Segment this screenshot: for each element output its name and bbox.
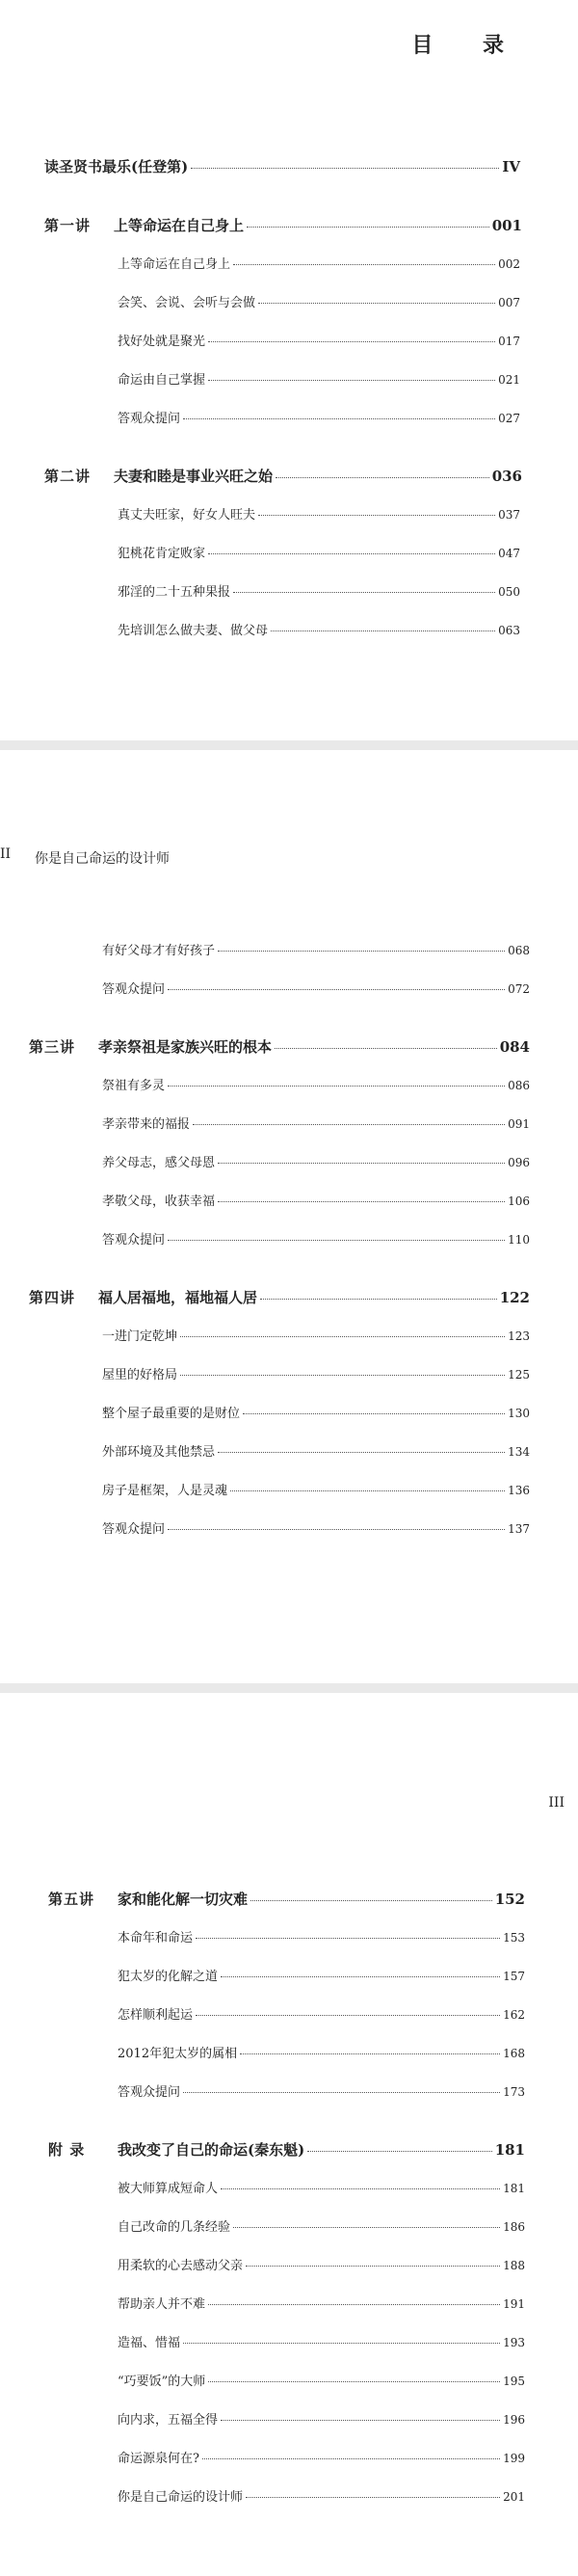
section-label: 孝敬父母，收获幸福 <box>102 1194 216 1209</box>
section-label: 向内求，五福全得 <box>118 2413 219 2428</box>
section-page: 162 <box>503 2008 525 2022</box>
section-entry[interactable] <box>118 2004 525 2023</box>
chapter-number: 附 录 <box>48 2141 86 2159</box>
section-entry[interactable] <box>102 979 530 997</box>
chapter-page: 181 <box>494 2141 525 2159</box>
dot-leader <box>221 1976 500 1977</box>
section-page: 195 <box>503 2375 525 2388</box>
section-label: 祭祖有多灵 <box>102 1079 166 1093</box>
section-entry[interactable] <box>118 2371 525 2389</box>
chapter-3-entry[interactable] <box>29 1036 530 1057</box>
chapter-title: 家和能化解一切灾难 <box>118 1891 249 1908</box>
section-label: 用柔软的心去感动父亲 <box>118 2259 244 2273</box>
chapter-title: 我改变了自己的命运(秦东魁) <box>118 2141 305 2159</box>
dot-leader <box>276 477 489 478</box>
section-label: 犯太岁的化解之道 <box>118 1970 219 1984</box>
dot-leader <box>240 2053 500 2054</box>
section-label: 会笑、会说、会听与会做 <box>118 296 256 310</box>
section-page: 136 <box>508 1484 530 1497</box>
section-page: 096 <box>508 1156 530 1169</box>
dot-leader <box>168 989 505 990</box>
section-page: 091 <box>508 1117 530 1131</box>
section-label: 邪淫的二十五种果报 <box>118 585 231 600</box>
section-label: 答观众提问 <box>102 1233 166 1248</box>
section-label: 一进门定乾坤 <box>102 1329 178 1344</box>
dot-leader <box>183 2343 500 2344</box>
section-entry[interactable] <box>102 1152 530 1170</box>
section-entry[interactable] <box>102 1480 530 1498</box>
section-page: 153 <box>503 1931 525 1945</box>
section-entry[interactable] <box>118 254 520 272</box>
section-page: 196 <box>503 2413 525 2427</box>
section-label: 屋里的好格局 <box>102 1368 178 1382</box>
section-label: 命运由自己掌握 <box>118 373 206 388</box>
section-page: 157 <box>503 1970 525 1983</box>
section-label: 孝亲带来的福报 <box>102 1117 191 1132</box>
dot-leader <box>208 380 495 381</box>
section-label: 答观众提问 <box>118 412 181 426</box>
preface-label: 读圣贤书最乐(任登第) <box>44 158 189 175</box>
section-page: 201 <box>503 2490 525 2504</box>
section-label: 答观众提问 <box>102 1522 166 1537</box>
section-page: 021 <box>498 373 520 387</box>
section-entry[interactable] <box>102 1441 530 1460</box>
section-page: 002 <box>498 257 520 271</box>
section-page: 106 <box>508 1194 530 1208</box>
dot-leader <box>168 1086 505 1087</box>
chapter-title: 孝亲祭祖是家族兴旺的根本 <box>98 1038 273 1056</box>
section-entry[interactable] <box>118 543 520 561</box>
section-label: 帮助亲人并不难 <box>118 2297 206 2312</box>
section-page: 130 <box>508 1407 530 1420</box>
dot-leader <box>258 303 495 304</box>
chapter-1-entry[interactable] <box>44 215 522 235</box>
chapter-title: 上等命运在自己身上 <box>114 217 245 234</box>
chapter-page: 036 <box>491 468 522 485</box>
chapter-2-entry[interactable] <box>44 466 522 486</box>
section-entry[interactable] <box>118 2081 525 2100</box>
chapter-number: 第五讲 <box>48 1891 95 1908</box>
section-page: 193 <box>503 2336 525 2349</box>
section-page: 137 <box>508 1522 530 1536</box>
section-page: 181 <box>503 2182 525 2195</box>
section-label: 房子是框架，人是灵魂 <box>102 1484 228 1498</box>
dot-leader <box>208 341 495 342</box>
section-label: 自己改命的几条经验 <box>118 2220 231 2235</box>
section-entry[interactable] <box>118 620 520 638</box>
dot-leader <box>246 2266 500 2267</box>
chapter-number: 第一讲 <box>44 217 92 234</box>
chapter-number: 第四讲 <box>29 1289 76 1306</box>
section-page: 191 <box>503 2297 525 2311</box>
section-page: 007 <box>498 296 520 309</box>
section-entry[interactable] <box>118 581 520 600</box>
section-entry[interactable] <box>118 2486 525 2505</box>
chapter-page: 122 <box>499 1289 530 1306</box>
chapter-page: 001 <box>491 217 522 234</box>
toc-page-2 <box>0 750 578 1683</box>
section-label: 你是自己命运的设计师 <box>118 2490 244 2505</box>
dot-leader <box>208 2304 500 2305</box>
section-entry[interactable] <box>118 2255 525 2273</box>
section-label: 外部环境及其他禁忌 <box>102 1445 216 1460</box>
section-entry[interactable] <box>102 1114 530 1132</box>
section-entry[interactable] <box>118 1927 525 1945</box>
section-label: 造福、惜福 <box>118 2336 181 2350</box>
chapter-title: 夫妻和睦是事业兴旺之始 <box>114 468 274 485</box>
section-label: 2012年犯太岁的属相 <box>118 2047 238 2061</box>
section-page: 123 <box>508 1329 530 1343</box>
dot-leader <box>208 2381 500 2382</box>
dot-leader <box>191 168 499 169</box>
section-page: 047 <box>498 547 520 560</box>
dot-leader <box>196 1938 500 1939</box>
dot-leader <box>258 515 495 516</box>
chapter-5-entry[interactable] <box>48 1889 525 1909</box>
dot-leader <box>183 2092 500 2093</box>
dot-leader <box>221 2188 500 2189</box>
section-label: 先培训怎么做夫妻、做父母 <box>118 624 269 638</box>
section-entry[interactable] <box>118 2332 525 2350</box>
section-entry[interactable] <box>102 1518 530 1537</box>
section-entry[interactable] <box>102 1364 530 1382</box>
section-label: “巧要饭”的大师 <box>118 2375 206 2389</box>
chapter-page: 084 <box>499 1038 530 1056</box>
dot-leader <box>208 553 495 554</box>
section-label: 答观众提问 <box>102 982 166 997</box>
chapter-4-entry[interactable] <box>29 1287 530 1307</box>
section-entry[interactable] <box>102 1326 530 1344</box>
dot-leader <box>180 1375 505 1376</box>
section-entry[interactable] <box>118 2409 525 2428</box>
section-label: 整个屋子最重要的是财位 <box>102 1407 241 1421</box>
section-entry[interactable] <box>118 2178 525 2196</box>
section-page: 072 <box>508 982 530 996</box>
section-entry[interactable] <box>118 1966 525 1984</box>
section-page: 199 <box>503 2452 525 2465</box>
dot-leader <box>233 592 495 593</box>
section-page: 068 <box>508 944 530 957</box>
section-entry[interactable] <box>102 1075 530 1093</box>
dot-leader <box>168 1529 505 1530</box>
section-page: 050 <box>498 585 520 599</box>
dot-leader <box>230 1490 505 1491</box>
section-entry[interactable] <box>118 2043 525 2061</box>
section-entry[interactable] <box>118 504 520 523</box>
section-page: 086 <box>508 1079 530 1092</box>
section-label: 养父母志，感父母恩 <box>102 1156 216 1170</box>
dot-leader <box>218 1163 505 1164</box>
appendix-entry[interactable] <box>48 2139 525 2160</box>
dot-leader <box>180 1336 505 1337</box>
dot-leader <box>275 1048 497 1049</box>
toc-page-3 <box>0 1693 578 2576</box>
chapter-number: 第二讲 <box>44 468 92 485</box>
section-page: 168 <box>503 2047 525 2060</box>
chapter-number: 第三讲 <box>29 1038 76 1056</box>
toc-entry-preface[interactable] <box>44 156 520 176</box>
dot-leader <box>218 951 505 952</box>
section-entry[interactable] <box>102 940 530 958</box>
toc-title: 目 录 <box>411 33 525 58</box>
section-entry[interactable] <box>102 1229 530 1248</box>
section-label: 找好处就是聚光 <box>118 335 206 349</box>
chapter-page: 152 <box>494 1891 525 1908</box>
section-page: 125 <box>508 1368 530 1382</box>
dot-leader <box>250 1900 492 1901</box>
section-page: 134 <box>508 1445 530 1459</box>
section-page: 037 <box>498 508 520 522</box>
page-number-roman: III <box>548 1795 565 1811</box>
section-entry[interactable] <box>118 2216 525 2235</box>
section-entry[interactable] <box>102 1403 530 1421</box>
dot-leader <box>202 2458 500 2459</box>
section-label: 怎样顺利起运 <box>118 2008 194 2023</box>
section-page: 027 <box>498 412 520 425</box>
dot-leader <box>218 1452 505 1453</box>
section-label: 真丈夫旺家，好女人旺夫 <box>118 508 256 523</box>
section-entry[interactable] <box>118 2294 525 2312</box>
dot-leader <box>307 2151 491 2152</box>
section-page: 110 <box>508 1233 530 1247</box>
section-label: 本命年和命运 <box>118 1931 194 1945</box>
section-page: 017 <box>498 335 520 348</box>
section-entry[interactable] <box>102 1191 530 1209</box>
section-label: 上等命运在自己身上 <box>118 257 231 272</box>
section-entry[interactable] <box>118 2448 525 2466</box>
section-page: 063 <box>498 624 520 637</box>
page-number-roman: II <box>0 846 12 862</box>
dot-leader <box>196 2015 500 2016</box>
dot-leader <box>183 418 495 419</box>
section-page: 186 <box>503 2220 525 2234</box>
running-head: 你是自己命运的设计师 <box>35 851 170 867</box>
dot-leader <box>168 1240 505 1241</box>
preface-page: IV <box>502 158 520 175</box>
section-entry[interactable] <box>118 331 520 349</box>
section-label: 被大师算成短命人 <box>118 2182 219 2196</box>
chapter-title: 福人居福地，福地福人居 <box>98 1289 258 1306</box>
dot-leader <box>243 1413 505 1414</box>
section-label: 有好父母才有好孩子 <box>102 944 216 958</box>
dot-leader <box>218 1201 505 1202</box>
section-entry[interactable] <box>118 292 520 310</box>
section-label: 命运源泉何在? <box>118 2452 199 2466</box>
dot-leader <box>233 2227 500 2228</box>
section-page: 188 <box>503 2259 525 2272</box>
section-label: 答观众提问 <box>118 2085 181 2100</box>
dot-leader <box>221 2420 500 2421</box>
dot-leader <box>260 1299 497 1300</box>
section-label: 犯桃花肯定败家 <box>118 547 206 561</box>
dot-leader <box>233 264 495 265</box>
section-page: 173 <box>503 2085 525 2099</box>
dot-leader <box>247 227 489 228</box>
dot-leader <box>246 2497 500 2498</box>
section-entry[interactable] <box>118 369 520 388</box>
section-entry[interactable] <box>118 408 520 426</box>
dot-leader <box>193 1124 505 1125</box>
